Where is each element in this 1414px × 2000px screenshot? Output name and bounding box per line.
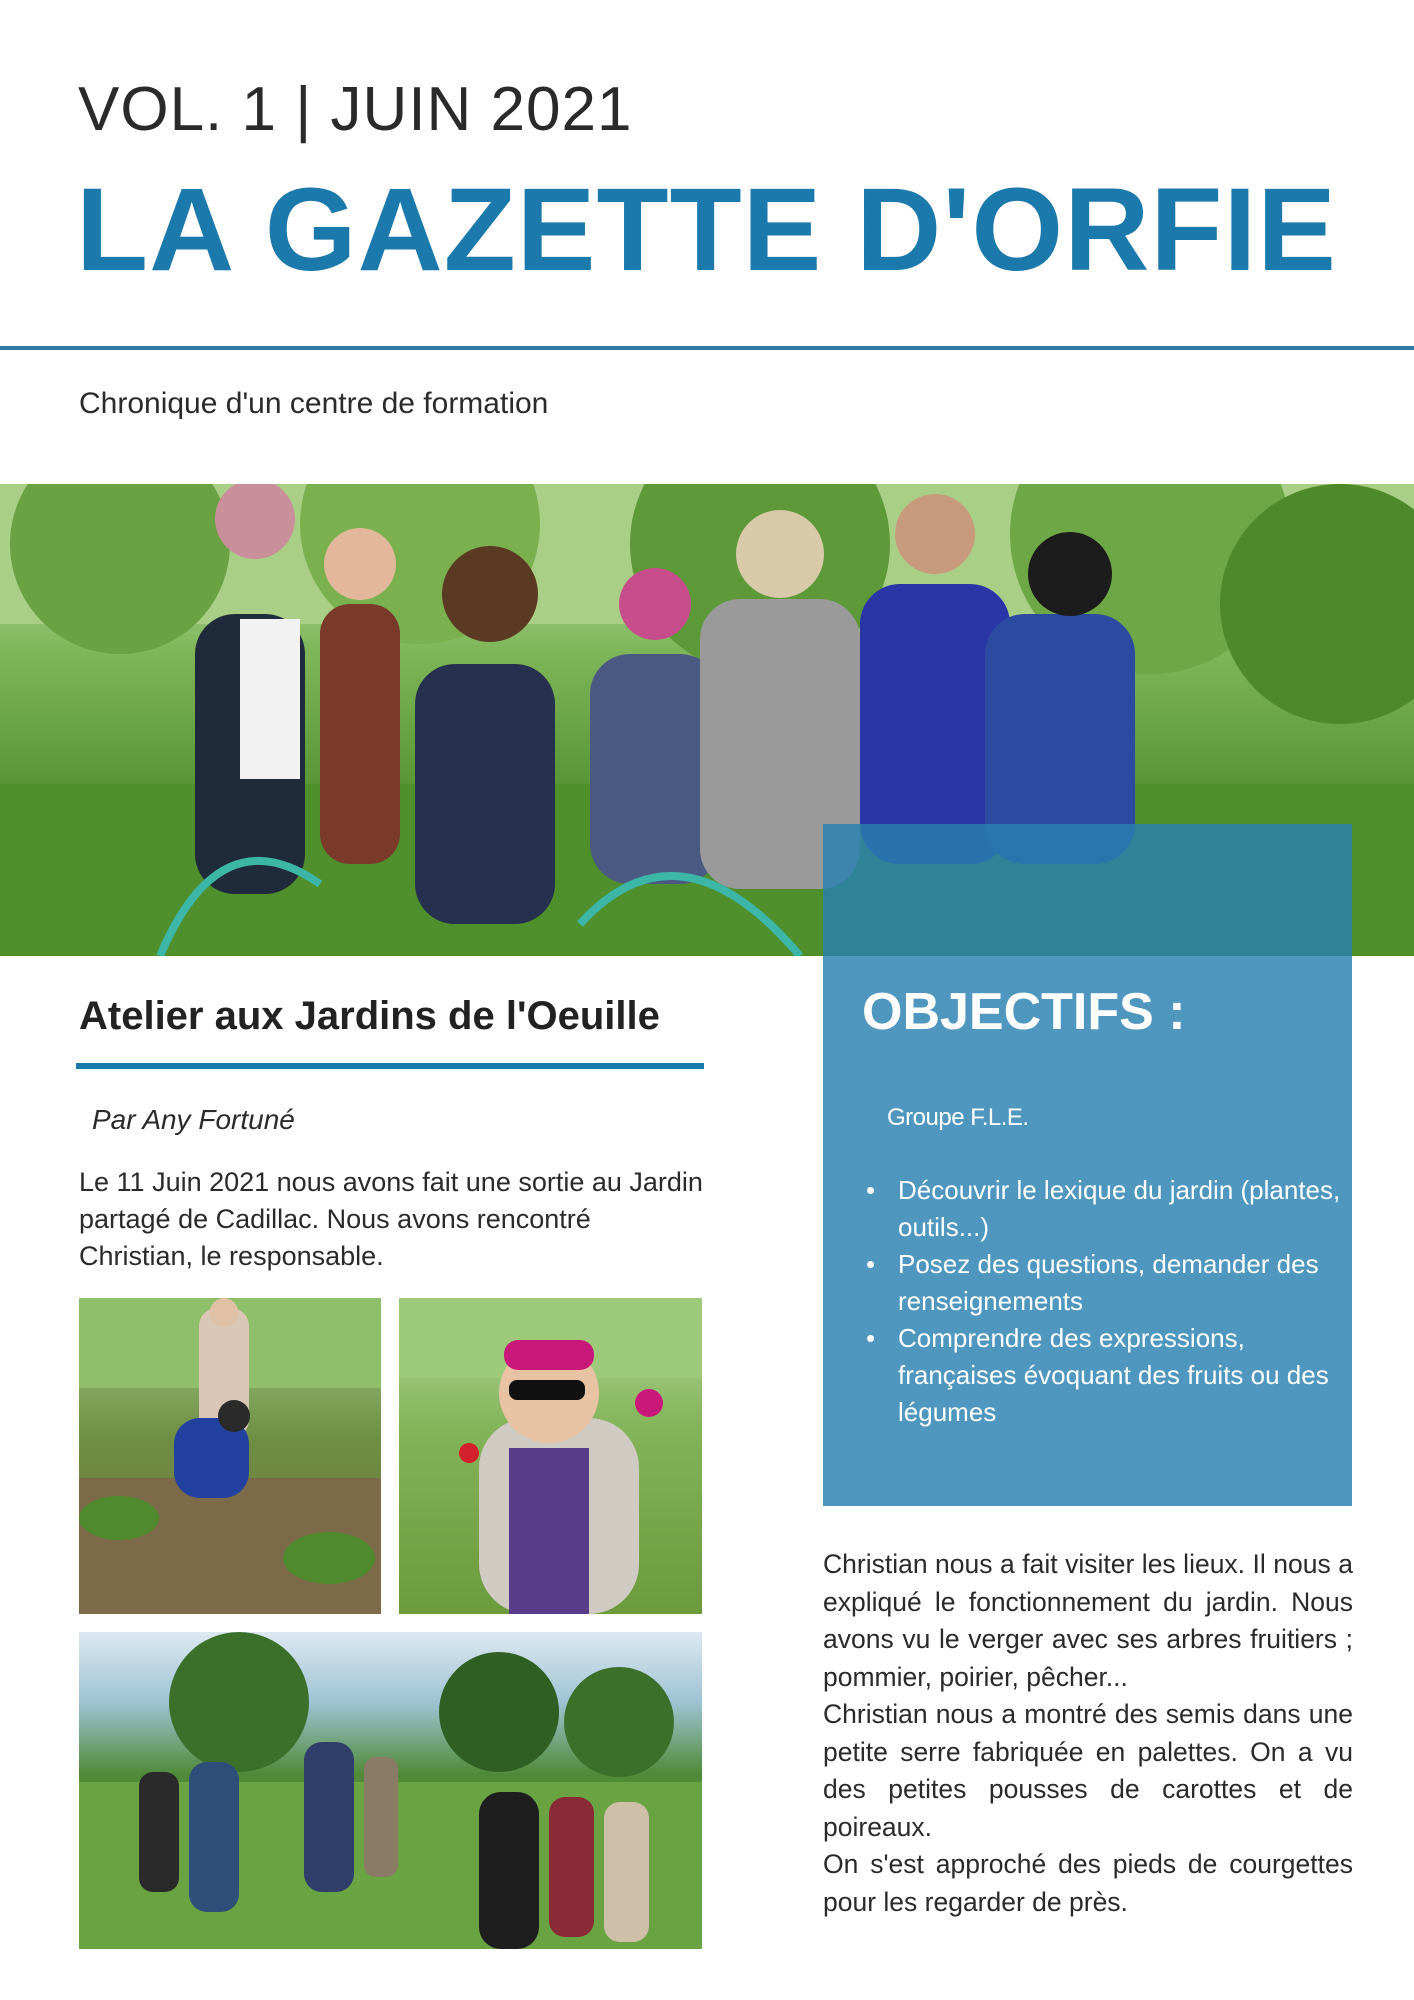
article-paragraph: Christian nous a fait visiter les lieux. Il nous a expliqué le fonctionnement du jardin. Nous avons vu le verger avec ses arbres fruitiers ; pommier, poirier, pêcher...: [823, 1549, 1353, 1692]
objective-item: • Posez des questions, demander des renseignements: [898, 1246, 1368, 1320]
objective-item: • Comprendre des expressions, françaises évoquant des fruits ou des légumes: [898, 1320, 1368, 1431]
newsletter-subtitle: Chronique d'un centre de formation: [79, 387, 549, 420]
article-paragraph: Christian nous a montré des semis dans une petite serre fabriquée en palettes. On a vu des petites pousses de carottes et de poireaux.: [823, 1699, 1353, 1842]
article-body: [823, 1546, 1353, 1921]
photo-gardening: [79, 1298, 381, 1614]
header-divider: [0, 346, 1414, 350]
article-paragraph: On s'est approché des pieds de courgettes pour les regarder de près.: [823, 1849, 1353, 1917]
objectives-title: OBJECTIFS :: [862, 983, 1186, 1041]
volume-date: VOL. 1 | JUIN 2021: [78, 75, 633, 144]
objective-item: • Découvrir le lexique du jardin (plantes, outils...): [898, 1172, 1368, 1246]
objectives-group: Groupe F.L.E.: [887, 1104, 1029, 1131]
article-byline: Par Any Fortuné: [92, 1104, 295, 1135]
newsletter-title: LA GAZETTE D'ORFIE: [76, 164, 1337, 296]
photo-strawberry: [399, 1298, 702, 1614]
photo-group-orchard: [79, 1632, 702, 1949]
article-intro: Le 11 Juin 2021 nous avons fait une sortie au Jardin partagé de Cadillac. Nous avons rencontré Christian, le responsable.: [79, 1167, 703, 1271]
article-title: Atelier aux Jardins de l'Oeuille: [79, 994, 660, 1038]
article-title-underline: [76, 1063, 704, 1069]
objectives-list: [862, 1172, 1368, 1431]
